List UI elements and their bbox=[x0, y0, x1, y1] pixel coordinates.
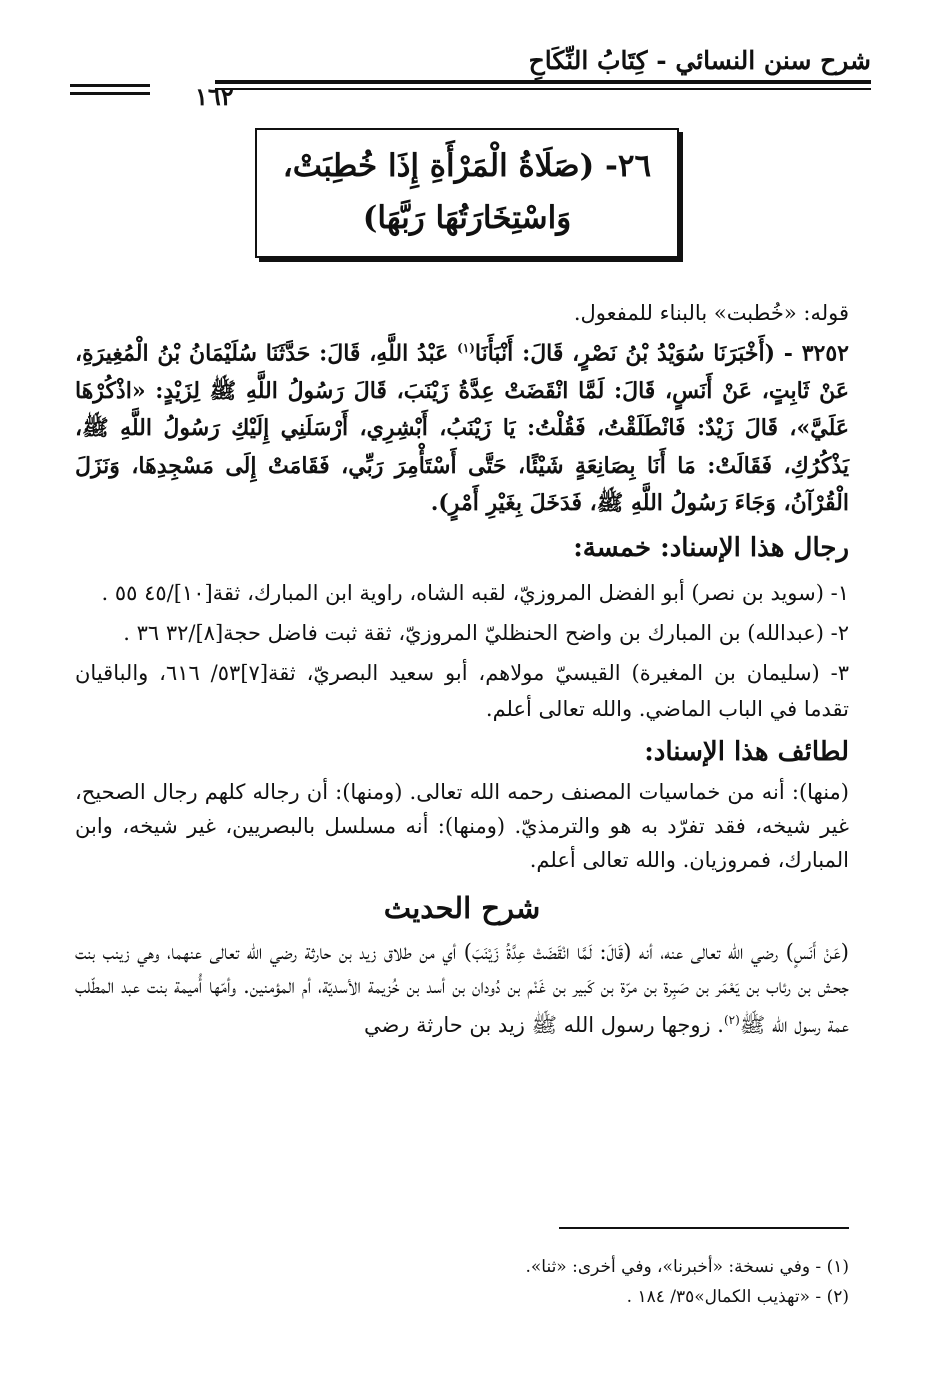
hadith-text bbox=[75, 330, 849, 523]
book-title: شرح سنن النسائي - كِتَابُ النِّكَاحِ bbox=[528, 46, 871, 75]
footnote-divider bbox=[559, 1227, 849, 1229]
chapter-title bbox=[257, 140, 677, 244]
page-number-rules bbox=[70, 84, 150, 100]
footnotes bbox=[75, 1252, 849, 1312]
narrators-heading: رجال هذا الإسناد: خمسة: bbox=[573, 532, 849, 563]
narrator-item: ٣- (سليمان بن المغيرة) القيسيّ مولاهم، أبو سعيد البصريّ، ثقة[٧]٥٣/ ٦١٦، والباقيان تقدما في الباب الماضي. والله تعالى أعلم. bbox=[75, 660, 849, 721]
running-header bbox=[70, 40, 871, 111]
chapter-title-line-2: وَاسْتِخَارَتُهَا رَبَّهَا) bbox=[362, 200, 572, 236]
footnote-marker-1: (١) bbox=[457, 341, 475, 355]
header-rule-thin bbox=[215, 88, 871, 90]
narrator-item: ٢- (عبدالله) بن المبارك بن واضح الحنظليّ المروزيّ، ثقة ثبت فاضل حجة[٨]/٣٢ ٣٦ . bbox=[123, 620, 849, 645]
footnote-item: (٢) - «تهذيب الكمال»٣٥/ ١٨٤ . bbox=[626, 1287, 849, 1307]
subtleties-heading: لطائف هذا الإسناد: bbox=[644, 736, 849, 767]
commentary-text bbox=[75, 935, 849, 1042]
footnote-item: (١) - وفي نسخة: «أخبرنا»، وفي أخرى: «ثنا». bbox=[525, 1257, 849, 1277]
intro-note: قوله: «خُطبت» بالبناء للمفعول. bbox=[573, 301, 849, 325]
hadith-part-1: ٣٢٥٢ - (أَخْبَرَنَا سُوَيْدُ بْنُ نَصْرٍ، قَالَ: أَنْبَأَنَا bbox=[474, 340, 849, 367]
hadith-part-2: عَبْدُ اللَّهِ، قَالَ: حَدَّثَنَا سُلَيْمَانُ بْنُ الْمُغِيرَةِ، عَنْ ثَابِتٍ، عَنْ أَنَسٍ، قَالَ: لَمَّا انْقَضَتْ عِدَّةُ زَيْنَبَ، قَالَ رَسُولُ اللَّهِ ﷺ لِزَيْدٍ: «اذْكُرْهَا عَلَيَّ»، قَالَ زَيْدٌ: فَانْطَلَقْتُ، فَقُلْتُ: يَا زَيْنَبُ، أَبْشِرِي، أَرْسَلَنِي إِلَيْكِ رَسُولُ اللَّهِ ﷺ، يَذْكُرُكِ، فَقَالَتْ: مَا أَنَا بِصَانِعَةٍ شَيْئًا، حَتَّى أَسْتَأْمِرَ رَبِّي، فَقَامَتْ إِلَى مَسْجِدِهَا، وَنَزَلَ الْقُرْآنُ، وَجَاءَ رَسُولُ اللَّهِ ﷺ، فَدَخَلَ بِغَيْرِ أَمْرٍ). bbox=[75, 340, 849, 517]
commentary-part-2: . زوجها رسول الله ﷺ زيد بن حارثة رضي bbox=[363, 1012, 724, 1037]
header-rule bbox=[215, 80, 871, 84]
subtleties-text: (منها): أنه من خماسيات المصنف رحمه الله تعالى. (ومنها): أن رجاله كلهم رجال الصحيح، غير شيخه، فقد تفرّد به هو والترمذيّ. (ومنها): أنه مسلسل بالبصريين، غير شيخه، وابن المبارك، فمروزيان. والله تعالى أعلم. bbox=[75, 779, 849, 872]
narrator-item: ١- (سويد بن نصر) أبو الفضل المروزيّ، لقبه الشاه، راوية ابن المبارك، ثقة[١٠]/٤٥ ٥٥ . bbox=[101, 580, 849, 605]
commentary-heading: شرح الحديث bbox=[383, 890, 541, 925]
main-text bbox=[75, 296, 849, 1042]
footnote-marker-2: (٢) bbox=[723, 1012, 740, 1027]
chapter-heading-box bbox=[255, 128, 679, 258]
chapter-title-line-1: ٢٦- (صَلَاةُ الْمَرْأَةِ إِذَا خُطِبَتْ، bbox=[282, 148, 652, 184]
commentary-part-1: (عَنْ أَنَسٍ) رضي الله تعالى عنه، أنه (قَالَ: لَمَّا انْقَضَتْ عِدَّةُ زَيْنَبَ) أي من طلاق زيد بن حارثة رضي الله تعالى عنهما، وهي زينب بنت جحش بن رئاب بن يَعْمَر بن صَبِرة بن مرّة بن كَبير بن غَنْم بن دُودان بن أسد بن خُزيمة الأسديّة، أم المؤمنين. وأمّها أُميمة بنت عبد المطّلب عمة رسول الله ﷺ bbox=[75, 939, 849, 1037]
page-number: ١٦٢ bbox=[195, 82, 234, 111]
